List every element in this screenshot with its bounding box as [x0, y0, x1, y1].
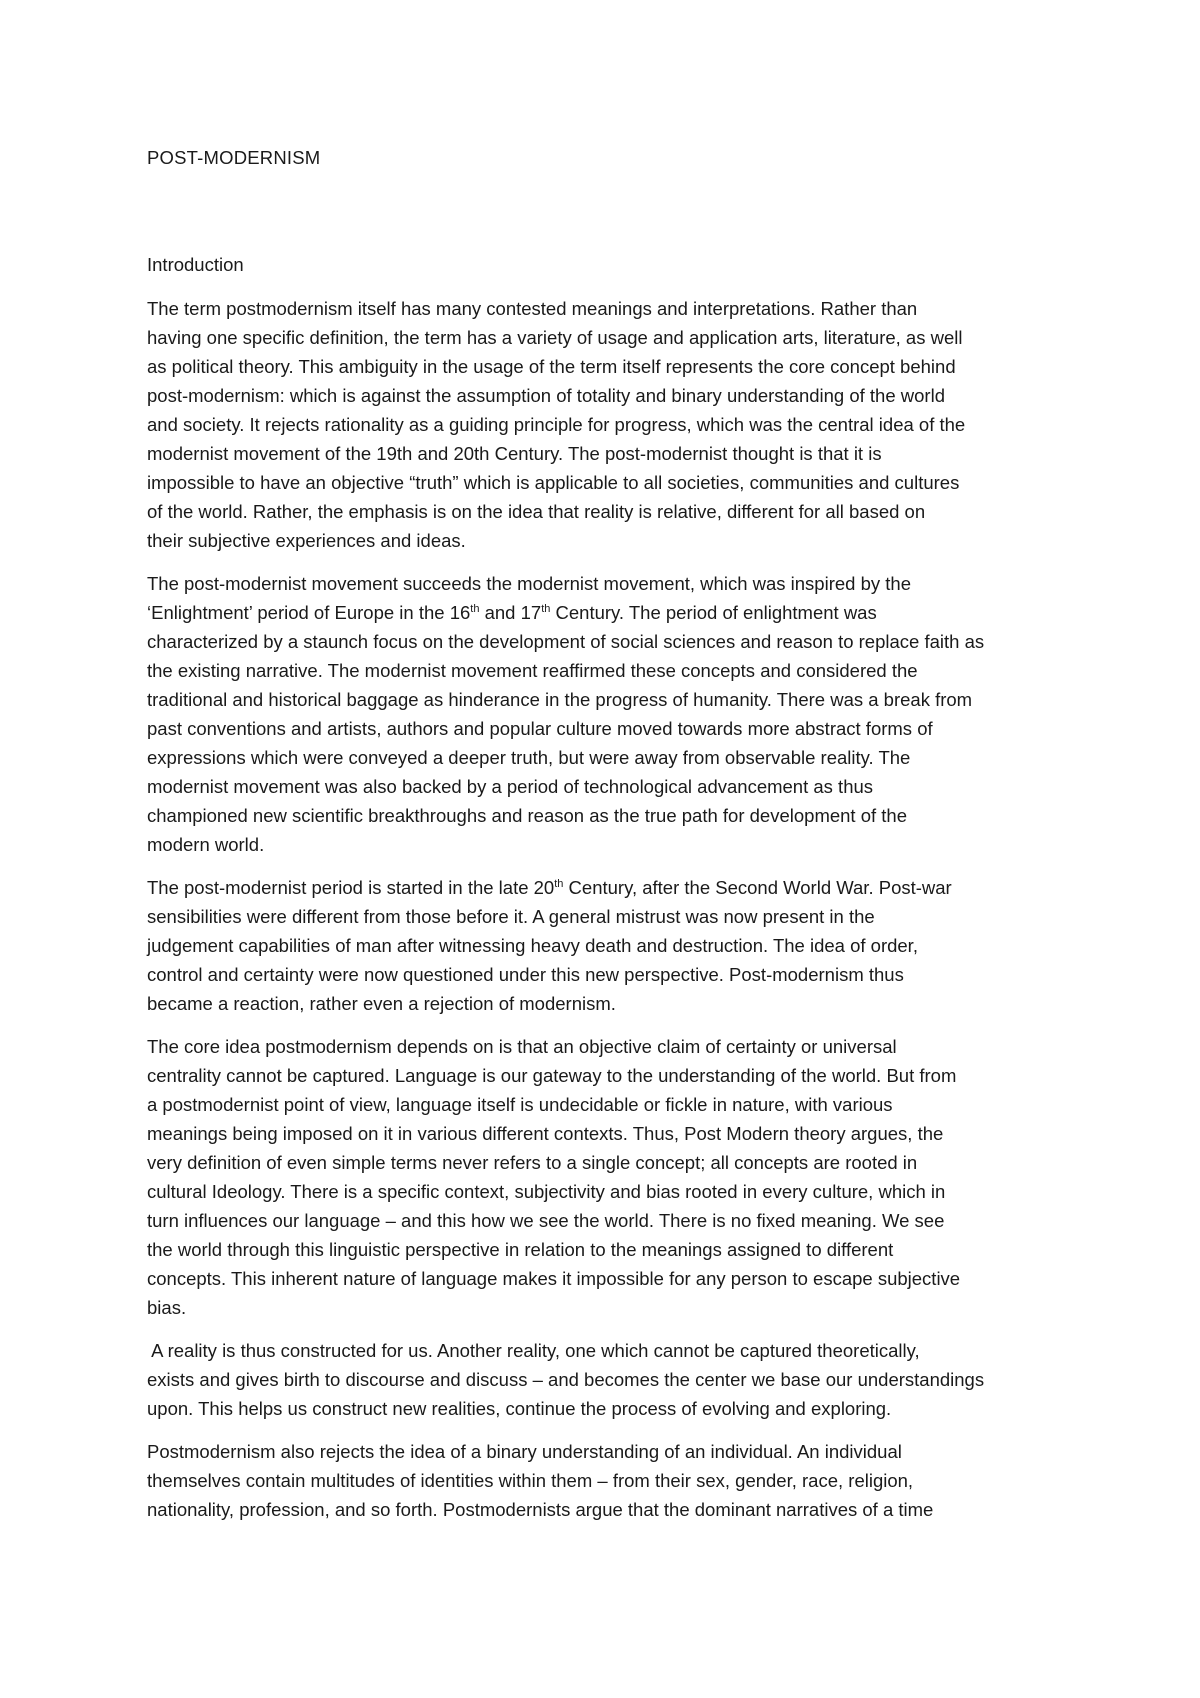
paragraph-line: the existing narrative. The modernist movement reaffirmed these concepts and considered the	[147, 660, 918, 681]
paragraph-line: of the world. Rather, the emphasis is on the idea that reality is relative, different for all based on	[147, 501, 926, 522]
paragraph-line: the world through this linguistic perspective in relation to the meanings assigned to different	[147, 1239, 894, 1260]
paragraph-line: sensibilities were different from those before it. A general mistrust was now present in the	[147, 906, 875, 927]
paragraph-line: nationality, profession, and so forth. Postmodernists argue that the dominant narratives of a time	[147, 1499, 934, 1520]
paragraph-line: centrality cannot be captured. Language is our gateway to the understanding of the world. But from	[147, 1065, 957, 1086]
paragraph-line: their subjective experiences and ideas.	[147, 530, 466, 551]
superscript: th	[541, 602, 551, 615]
paragraph-line: modernist movement of the 19th and 20th Century. The post-modernist thought is that it is	[147, 443, 882, 464]
paragraph-line: bias.	[147, 1297, 187, 1318]
paragraph-line: concepts. This inherent nature of language makes it impossible for any person to escape subjective	[147, 1268, 961, 1289]
paragraph-line: judgement capabilities of man after witnessing heavy death and destruction. The idea of order,	[147, 935, 918, 956]
text-run: ‘Enlightment’ period of Europe in the 16	[147, 602, 471, 623]
superscript: th	[470, 602, 480, 615]
paragraph-1	[147, 294, 1067, 555]
paragraph-line: as political theory. This ambiguity in the usage of the term itself represents the core concept behind	[147, 356, 956, 377]
paragraph-line: The core idea postmodernism depends on is that an objective claim of certainty or universal	[147, 1036, 897, 1057]
paragraph-line: exists and gives birth to discourse and discuss – and becomes the center we base our understandings	[147, 1369, 985, 1390]
superscript: th	[554, 877, 564, 890]
section-heading-introduction: Introduction	[147, 254, 244, 275]
paragraph-line: championed new scientific breakthroughs and reason as the true path for development of the	[147, 805, 907, 826]
paragraph-line: very definition of even simple terms never refers to a single concept; all concepts are rooted in	[147, 1152, 918, 1173]
paragraph-line: The post-modernist movement succeeds the modernist movement, which was inspired by the	[147, 573, 911, 594]
paragraph-line: themselves contain multitudes of identities within them – from their sex, gender, race, religion,	[147, 1470, 914, 1491]
paragraph-line: post-modernism: which is against the assumption of totality and binary understanding of the world	[147, 385, 945, 406]
paragraph-line: expressions which were conveyed a deeper truth, but were away from observable reality. The	[147, 747, 911, 768]
paragraph-line: past conventions and artists, authors and popular culture moved towards more abstract forms of	[147, 718, 933, 739]
paragraph-line: upon. This helps us construct new realities, continue the process of evolving and exploring.	[147, 1398, 892, 1419]
paragraph-line	[147, 873, 1067, 902]
paragraph-line: became a reaction, rather even a rejection of modernism.	[147, 993, 616, 1014]
paragraph-line: turn influences our language – and this how we see the world. There is no fixed meaning. We see	[147, 1210, 945, 1231]
paragraph-line: traditional and historical baggage as hinderance in the progress of humanity. There was a break from	[147, 689, 973, 710]
paragraph-line: Postmodernism also rejects the idea of a binary understanding of an individual. An individual	[147, 1441, 902, 1462]
text-run: The post-modernist period is started in the late 20	[147, 877, 555, 898]
paragraph-4	[147, 1032, 1067, 1322]
paragraph-line: and society. It rejects rationality as a guiding principle for progress, which was the central idea of the	[147, 414, 966, 435]
paragraph-line: A reality is thus constructed for us. Another reality, one which cannot be captured theoretically,	[147, 1340, 920, 1361]
paragraph-line: having one specific definition, the term has a variety of usage and application arts, literature, as well	[147, 327, 963, 348]
document-body	[147, 146, 1067, 1524]
paragraph-line: impossible to have an objective “truth” which is applicable to all societies, communities and cultures	[147, 472, 960, 493]
text-run: Century. The period of enlightment was	[550, 602, 877, 623]
paragraph-6	[147, 1437, 1067, 1524]
document-title: POST-MODERNISM	[147, 147, 321, 168]
paragraph-line: a postmodernist point of view, language itself is undecidable or fickle in nature, with various	[147, 1094, 893, 1115]
paragraph-line: meanings being imposed on it in various different contexts. Thus, Post Modern theory argues, the	[147, 1123, 944, 1144]
paragraph-line: modernist movement was also backed by a period of technological advancement as thus	[147, 776, 874, 797]
paragraph-3	[147, 873, 1067, 1018]
paragraph-line: The term postmodernism itself has many contested meanings and interpretations. Rather than	[147, 298, 918, 319]
text-run: and 17	[479, 602, 542, 623]
paragraph-2	[147, 569, 1067, 859]
paragraph-line: characterized by a staunch focus on the development of social sciences and reason to replace faith as	[147, 631, 985, 652]
text-run: Century, after the Second World War. Post-war	[563, 877, 952, 898]
paragraph-line: cultural Ideology. There is a specific context, subjectivity and bias rooted in every culture, which in	[147, 1181, 946, 1202]
paragraph-5	[147, 1336, 1067, 1423]
paragraph-line	[147, 598, 1067, 627]
paragraph-line: control and certainty were now questioned under this new perspective. Post-modernism thus	[147, 964, 904, 985]
paragraph-line: modern world.	[147, 834, 265, 855]
